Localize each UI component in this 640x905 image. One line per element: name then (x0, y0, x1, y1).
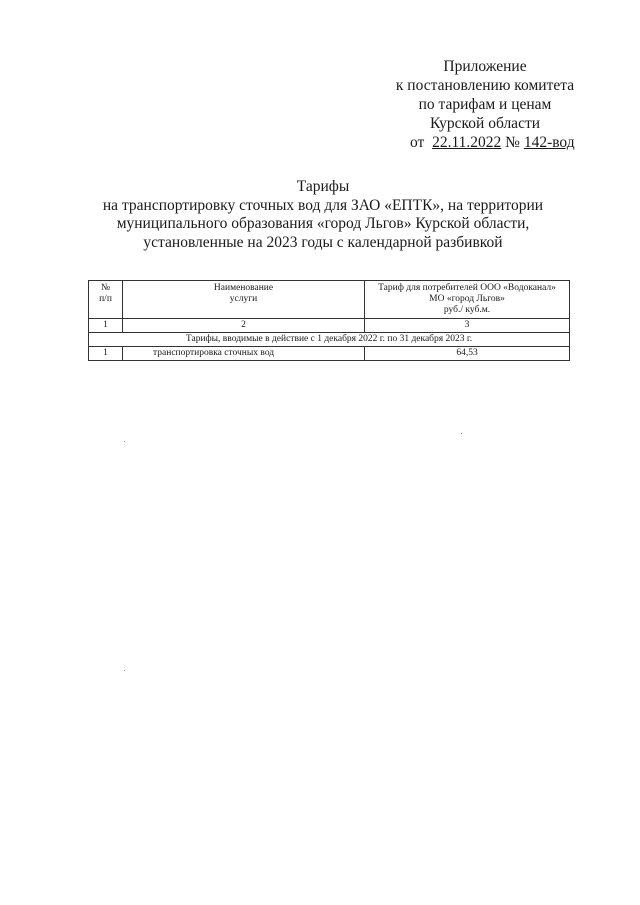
header-tariff-line-3: руб./ куб.м. (443, 305, 491, 315)
column-number-3: 3 (365, 319, 570, 333)
title-line-2: муниципального образования «город Льгов» Курской области, (116, 215, 530, 232)
header-service-cell (123, 281, 365, 319)
table-row (89, 347, 570, 361)
row-number: 1 (89, 347, 123, 361)
resolution-number: 142-вод (523, 134, 575, 151)
header-number-symbol: № (100, 283, 111, 293)
header-service-line-2: услуги (229, 294, 258, 304)
scan-speck (124, 670, 125, 671)
appendix-title: Приложение (443, 58, 527, 75)
resolution-date: 22.11.2022 (432, 134, 502, 151)
number-prefix: № (505, 134, 520, 151)
document-title-block (80, 178, 566, 252)
header-number-abbrev: п/п (99, 294, 112, 304)
period-cell: Тарифы, вводимые в действие с 1 декабря 2022 г. по 31 декабря 2023 г. (89, 333, 570, 347)
document-heading: Тарифы (296, 178, 350, 195)
header-tariff-cell (365, 281, 570, 319)
appendix-line-3: по тарифам и ценам (418, 96, 552, 113)
period-row (89, 333, 570, 347)
title-line-1: на транспортировку сточных вод для ЗАО «ЕПТК», на территории (102, 196, 544, 214)
column-number-1: 1 (89, 319, 123, 333)
table-header-row (89, 281, 570, 319)
appendix-line-2: к постановлению комитета (395, 77, 575, 94)
column-number-2: 2 (123, 319, 365, 333)
scan-speck (461, 433, 462, 434)
header-number-cell (89, 281, 123, 319)
appendix-line-4: Курской области (429, 115, 541, 132)
header-tariff-line-2: МО «город Льгов» (429, 294, 505, 304)
date-prefix: от (410, 134, 425, 151)
header-service-line-1: Наименование (213, 283, 274, 293)
appendix-block (370, 57, 600, 152)
column-number-row (89, 319, 570, 333)
scan-speck (124, 441, 125, 442)
appendix-date-line (370, 133, 600, 152)
row-service: транспортировка сточных вод (123, 347, 365, 361)
title-line-3: установленные на 2023 годы с календарной разбивкой (143, 233, 503, 251)
tariff-table (88, 280, 570, 361)
header-tariff-line-1: Тариф для потребителей ООО «Водоканал» (378, 283, 556, 293)
row-tariff: 64,53 (365, 347, 570, 361)
